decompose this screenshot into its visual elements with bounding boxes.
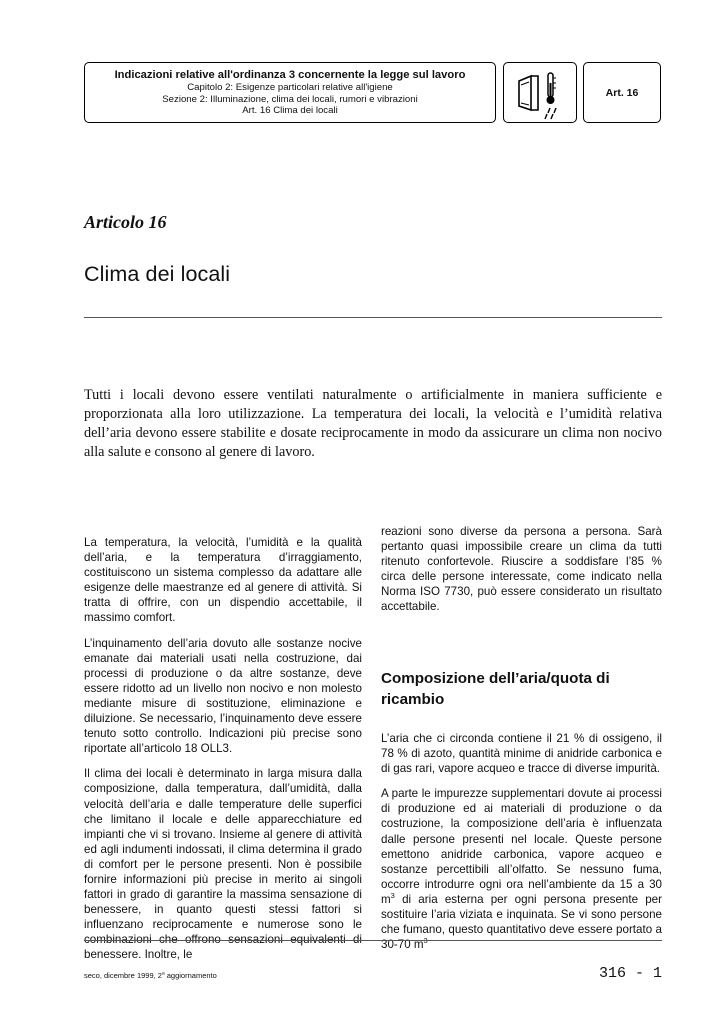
paragraph: L’aria che ci circonda contiene il 21 % di ossigeno, il 78 % di azoto, quantità minime di anidride carbonica e di gas rari, vapore acqueo e tracce di diverse impurità.: [381, 732, 662, 776]
header-chapter: Capitolo 2: Esigenze particolari relative all'igiene: [187, 82, 393, 93]
header-title: Indicazioni relative all'ordinanza 3 concernente la legge sul lavoro: [114, 69, 466, 81]
page-title: Clima dei locali: [84, 262, 231, 286]
cubic-superscript: 3: [423, 936, 428, 946]
footer-edition-part: aggiornamento: [164, 971, 217, 980]
paragraph: reazioni sono diverse da persona a persona. Sarà pertanto quasi impossibile creare un clima da tutti ritenuto confortevole. Riuscire a soddisfare l’85 % circa delle persone interessate, come indicato nella Norma ISO 7730, può essere considerato un risultato accettabile.: [381, 525, 662, 614]
page-number: 316 - 1: [598, 965, 662, 982]
right-column-top: [381, 524, 662, 625]
right-column-bottom: [381, 731, 662, 962]
document-header: [84, 62, 496, 123]
left-column: [84, 535, 362, 973]
paragraph: L’inquinamento dell’aria dovuto alle sostanze nocive emanate dai materiali usati nella costruzione, dai processi di produzione o da altre sostanze, deve essere ridotto ad un livello non nocivo e non molesto mediante misure di sostituzione, eliminazione e diluizione. Se necessario, l’inquinamento deve essere tenuto sotto controllo. Indicazioni più precise sono riportate all’articolo 18 OLL3.: [84, 636, 362, 756]
section-heading: Composizione dell’aria/quota di ricambio: [381, 670, 610, 708]
header-article: Art. 16 Clima dei locali: [242, 105, 338, 117]
header-section: Sezione 2: Illuminazione, clima dei locali, rumori e vibrazioni: [162, 93, 418, 105]
paragraph-part: di aria esterna per ogni persona presente per sostituire l’aria viziata e inquinata. Se vi sono persone che fumano, questo quantitativo deve essere portato a 30-70 m: [381, 892, 662, 952]
cubic-superscript: 3: [390, 891, 395, 901]
paragraph-part: A parte le impurezze supplementari dovute ai processi di produzione ed ai materiali di produzione o da costruzione, la composizione dell’aria è influenzata dalle persone presenti nel locale. Queste persone emettono anidride carbonica, vapore acqueo e sostanze percettibili all’olfatto. Se nessuno fuma, occorre introdurre ogni ora nell’ambiente da 15 a 30 m: [381, 787, 662, 906]
footer-edition-part: seco, dicembre 1999, 2: [84, 971, 162, 980]
footer-divider: [84, 940, 662, 941]
footer-edition: [84, 971, 217, 980]
paragraph: [381, 786, 662, 952]
window-thermometer-icon: [503, 62, 577, 123]
footer-superscript: a: [161, 971, 165, 977]
paragraph: Il clima dei locali è determinato in larga misura dalla composizione, dalla temperatura, dall’umidità, dalla velocità dell’aria e dalle temperature delle superfici che limitano il locale e delle apparecchiature ed impianti che vi si trovano. Insieme al genere di attività ed agli indumenti indossati, il clima determina il grado di comfort per le persone presenti. Non è possibile fornire informazioni più precise in merito ai singoli fattori in grado di garantire la massima sensazione di benessere, in quanto questi stessi fattori si influenzano reciprocamente e numerose sono le combinazioni che offrono sensazioni equivalenti di benessere. Inoltre, le: [84, 767, 362, 962]
article-text: [84, 386, 662, 462]
paragraph: La temperatura, la velocità, l’umidità e la qualità dell’aria, e la temperatura d’irraggiamento, costituiscono un sistema complesso da adattare alle esigenze delle maestranze ed al genere di attività. Si tratta di offrire, con un dispendio accettabile, il massimo comfort.: [84, 536, 362, 625]
article-paragraph: Tutti i locali devono essere ventilati naturalmente o artificialmente in maniera sufficiente e proporzionata alla loro utilizzazione. La temperatura dei locali, la velocità e l’umidità relativa dell’aria devono essere stabilite e dosate reciprocamente in modo da assicurare un clima non nocivo alla salute e consono al genere di lavoro.: [84, 387, 662, 460]
article-badge: Art. 16: [583, 62, 661, 123]
article-heading: Articolo 16: [84, 212, 167, 232]
title-divider: [84, 317, 662, 318]
